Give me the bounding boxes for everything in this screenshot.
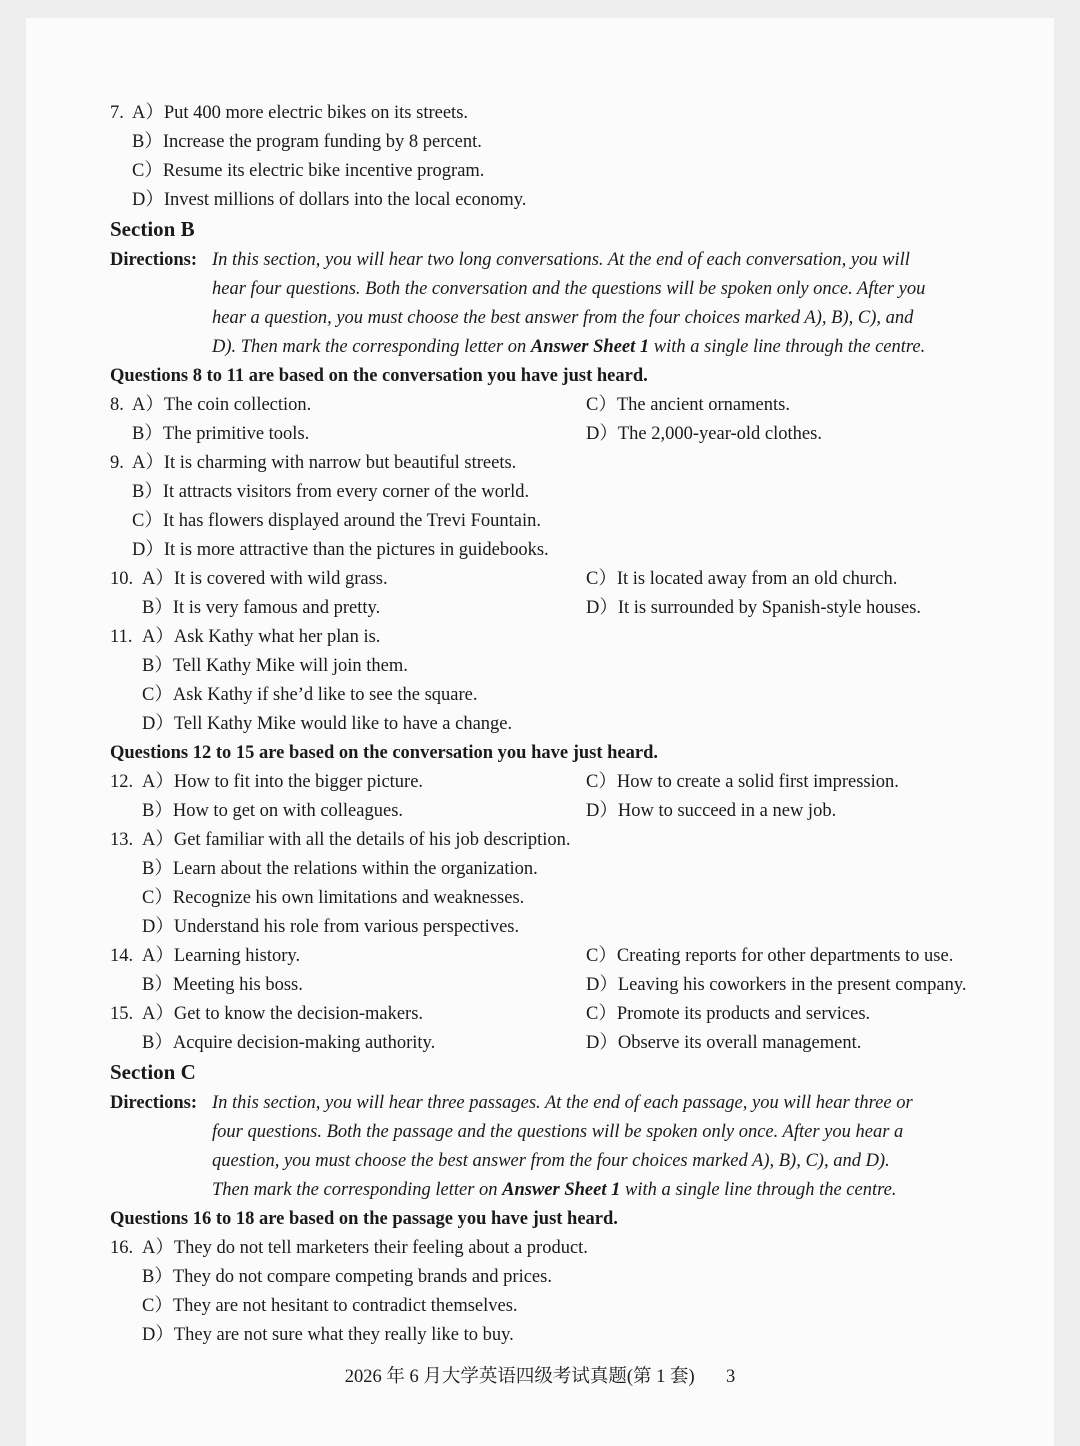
option-b: B）The primitive tools.	[132, 424, 310, 444]
section-c-title: Section C	[110, 1060, 196, 1084]
option-d: D）Observe its overall management.	[586, 1033, 862, 1053]
option-a: A）The coin collection.	[132, 395, 312, 415]
question-number: 8.	[110, 395, 124, 415]
option-b: B）How to get on with colleagues.	[142, 801, 404, 821]
option-b: B）It is very famous and pretty.	[142, 598, 381, 618]
question-number: 15.	[110, 1004, 134, 1024]
option-a: A）They do not tell marketers their feeling about a product.	[142, 1238, 588, 1258]
option-a: A）It is covered with wild grass.	[142, 569, 388, 589]
option-b: B）Learn about the relations within the organization.	[142, 859, 538, 879]
option-d: D）They are not sure what they really like to buy.	[142, 1325, 514, 1345]
answer-sheet-ref: Answer Sheet 1	[502, 1180, 621, 1200]
answer-sheet-ref: Answer Sheet 1	[530, 337, 650, 357]
directions-line: hear four questions. Both the conversation and the questions will be spoken only once. After you	[212, 279, 926, 299]
question-number: 16.	[110, 1238, 134, 1258]
footer-title: 2026 年 6 月大学英语四级考试真题(第 1 套)	[344, 1367, 695, 1387]
section-b-title: Section B	[110, 217, 195, 241]
option-d: D）The 2,000-year-old clothes.	[586, 424, 822, 444]
question-group-heading: Questions 12 to 15 are based on the conversation you have just heard.	[110, 743, 658, 763]
page-footer	[0, 1364, 1080, 1390]
question-number: 14.	[110, 946, 134, 966]
option-c: C）They are not hesitant to contradict themselves.	[142, 1296, 518, 1316]
option-a: A）How to fit into the bigger picture.	[142, 772, 424, 792]
option-c: C）It is located away from an old church.	[586, 569, 898, 589]
option-b: B）It attracts visitors from every corner of the world.	[132, 482, 530, 502]
question-number: 12.	[110, 772, 134, 792]
option-c: C）Recognize his own limitations and weaknesses.	[142, 888, 525, 908]
directions-line: In this section, you will hear two long conversations. At the end of each conversation, you will	[212, 250, 910, 270]
option-c: C）Promote its products and services.	[586, 1004, 871, 1024]
option-d: D）Leaving his coworkers in the present company.	[586, 975, 967, 995]
question-number: 10.	[110, 569, 134, 589]
option-d: D）It is surrounded by Spanish-style houses.	[586, 598, 922, 618]
question-number: 11.	[110, 627, 133, 647]
option-d: D）Invest millions of dollars into the local economy.	[132, 190, 527, 210]
option-d: D）It is more attractive than the pictures in guidebooks.	[132, 540, 549, 560]
option-a: A）Get to know the decision-makers.	[142, 1004, 424, 1024]
option-c: C）It has flowers displayed around the Trevi Fountain.	[132, 511, 542, 531]
directions-label: Directions:	[110, 1093, 197, 1113]
option-c: C）Creating reports for other departments to use.	[586, 946, 954, 966]
option-c: C）Ask Kathy if she’d like to see the square.	[142, 685, 478, 705]
option-b: B）Meeting his boss.	[142, 975, 303, 995]
directions-line: hear a question, you must choose the best answer from the four choices marked A), B), C), and	[212, 308, 914, 328]
option-b: B）Acquire decision-making authority.	[142, 1033, 436, 1053]
directions-line: four questions. Both the passage and the questions will be spoken only once. After you hear a	[212, 1122, 904, 1142]
question-group-heading: Questions 8 to 11 are based on the conversation you have just heard.	[110, 366, 648, 386]
option-c: C）The ancient ornaments.	[586, 395, 790, 415]
option-d: D）Understand his role from various perspectives.	[142, 917, 520, 937]
directions-label: Directions:	[110, 250, 197, 270]
option-b: B）Increase the program funding by 8 percent.	[132, 132, 482, 152]
option-a: A）Put 400 more electric bikes on its streets.	[132, 103, 469, 123]
page-number: 3	[725, 1367, 736, 1387]
exam-page	[26, 18, 1054, 1446]
question-group-heading: Questions 16 to 18 are based on the passage you have just heard.	[110, 1209, 618, 1229]
option-c: C）How to create a solid first impression.	[586, 772, 899, 792]
question-number: 13.	[110, 830, 134, 850]
option-a: A）It is charming with narrow but beautiful streets.	[132, 453, 517, 473]
option-b: B）They do not compare competing brands and prices.	[142, 1267, 552, 1287]
question-number: 7.	[110, 103, 124, 123]
question-number: 9.	[110, 453, 124, 473]
option-d: D）How to succeed in a new job.	[586, 801, 837, 821]
option-a: A）Ask Kathy what her plan is.	[142, 627, 381, 647]
option-b: B）Tell Kathy Mike will join them.	[142, 656, 408, 676]
option-a: A）Learning history.	[142, 946, 301, 966]
option-a: A）Get familiar with all the details of his job description.	[142, 830, 571, 850]
directions-line: D). Then mark the corresponding letter on Answer Sheet 1 with a single line through the centre.	[212, 337, 926, 357]
option-c: C）Resume its electric bike incentive program.	[132, 161, 485, 181]
directions-line: Then mark the corresponding letter on Answer Sheet 1 with a single line through the centre.	[212, 1180, 897, 1200]
directions-line: In this section, you will hear three passages. At the end of each passage, you will hear three or	[212, 1093, 913, 1113]
directions-line: question, you must choose the best answer from the four choices marked A), B), C), and D).	[212, 1151, 890, 1171]
option-d: D）Tell Kathy Mike would like to have a change.	[142, 714, 513, 734]
